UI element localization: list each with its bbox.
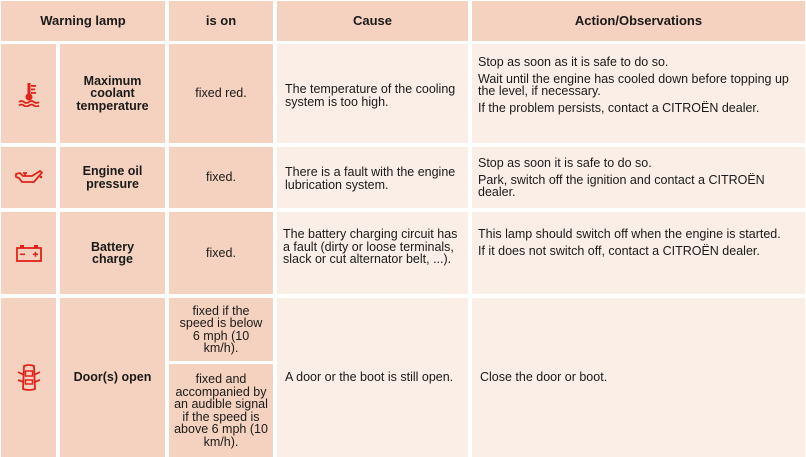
oil-can-icon — [1, 147, 56, 208]
is-on-doors-fast: fixed and accompanied by an audible signal if the speed is above 6 mph (10 km/h). — [169, 364, 273, 457]
coolant-temperature-icon — [1, 44, 56, 143]
lamp-name-oil: Engine oil pressure — [60, 147, 165, 208]
is-on-oil: fixed. — [169, 147, 273, 208]
cause-doors: A door or the boot is still open. — [277, 298, 468, 457]
header-cause: Cause — [277, 1, 468, 41]
cause-coolant: The temperature of the cooling system is too high. — [277, 44, 468, 143]
action-doors: Close the door or boot. — [472, 298, 805, 457]
car-door-open-icon — [1, 298, 56, 457]
is-on-doors-slow: fixed if the speed is below 6 mph (10 km/h). — [169, 298, 273, 361]
lamp-name-battery: Battery charge — [60, 212, 165, 294]
action-text: Park, switch off the ignition and contact a CITROËN dealer. — [478, 172, 765, 199]
is-on-coolant: fixed red. — [169, 44, 273, 143]
header-warning-lamp: Warning lamp — [1, 1, 165, 41]
action-text: Wait until the engine has cooled down before topping up the level, if necessary. — [478, 71, 789, 98]
cause-oil: There is a fault with the engine lubrication system. — [277, 147, 468, 208]
action-text: Stop as soon as it is safe to do so. — [478, 55, 669, 69]
cause-battery: The battery charging circuit has a fault (dirty or loose terminals, slack or cut alternator belt, ...). — [277, 212, 468, 294]
action-text: If it does not switch off, contact a CITROËN dealer. — [478, 243, 760, 258]
header-is-on: is on — [169, 1, 273, 41]
battery-icon — [1, 212, 56, 294]
action-coolant — [472, 44, 805, 143]
action-oil — [472, 147, 805, 208]
lamp-name-doors: Door(s) open — [60, 298, 165, 457]
action-text: If the problem persists, contact a CITROËN dealer. — [478, 100, 760, 115]
lamp-name-coolant: Maximum coolant temperature — [60, 44, 165, 143]
header-action: Action/Observations — [472, 1, 805, 41]
action-battery — [472, 212, 805, 294]
action-text: Stop as soon it is safe to do so. — [478, 156, 652, 170]
action-text: This lamp should switch off when the engine is started. — [478, 227, 781, 241]
is-on-battery: fixed. — [169, 212, 273, 294]
